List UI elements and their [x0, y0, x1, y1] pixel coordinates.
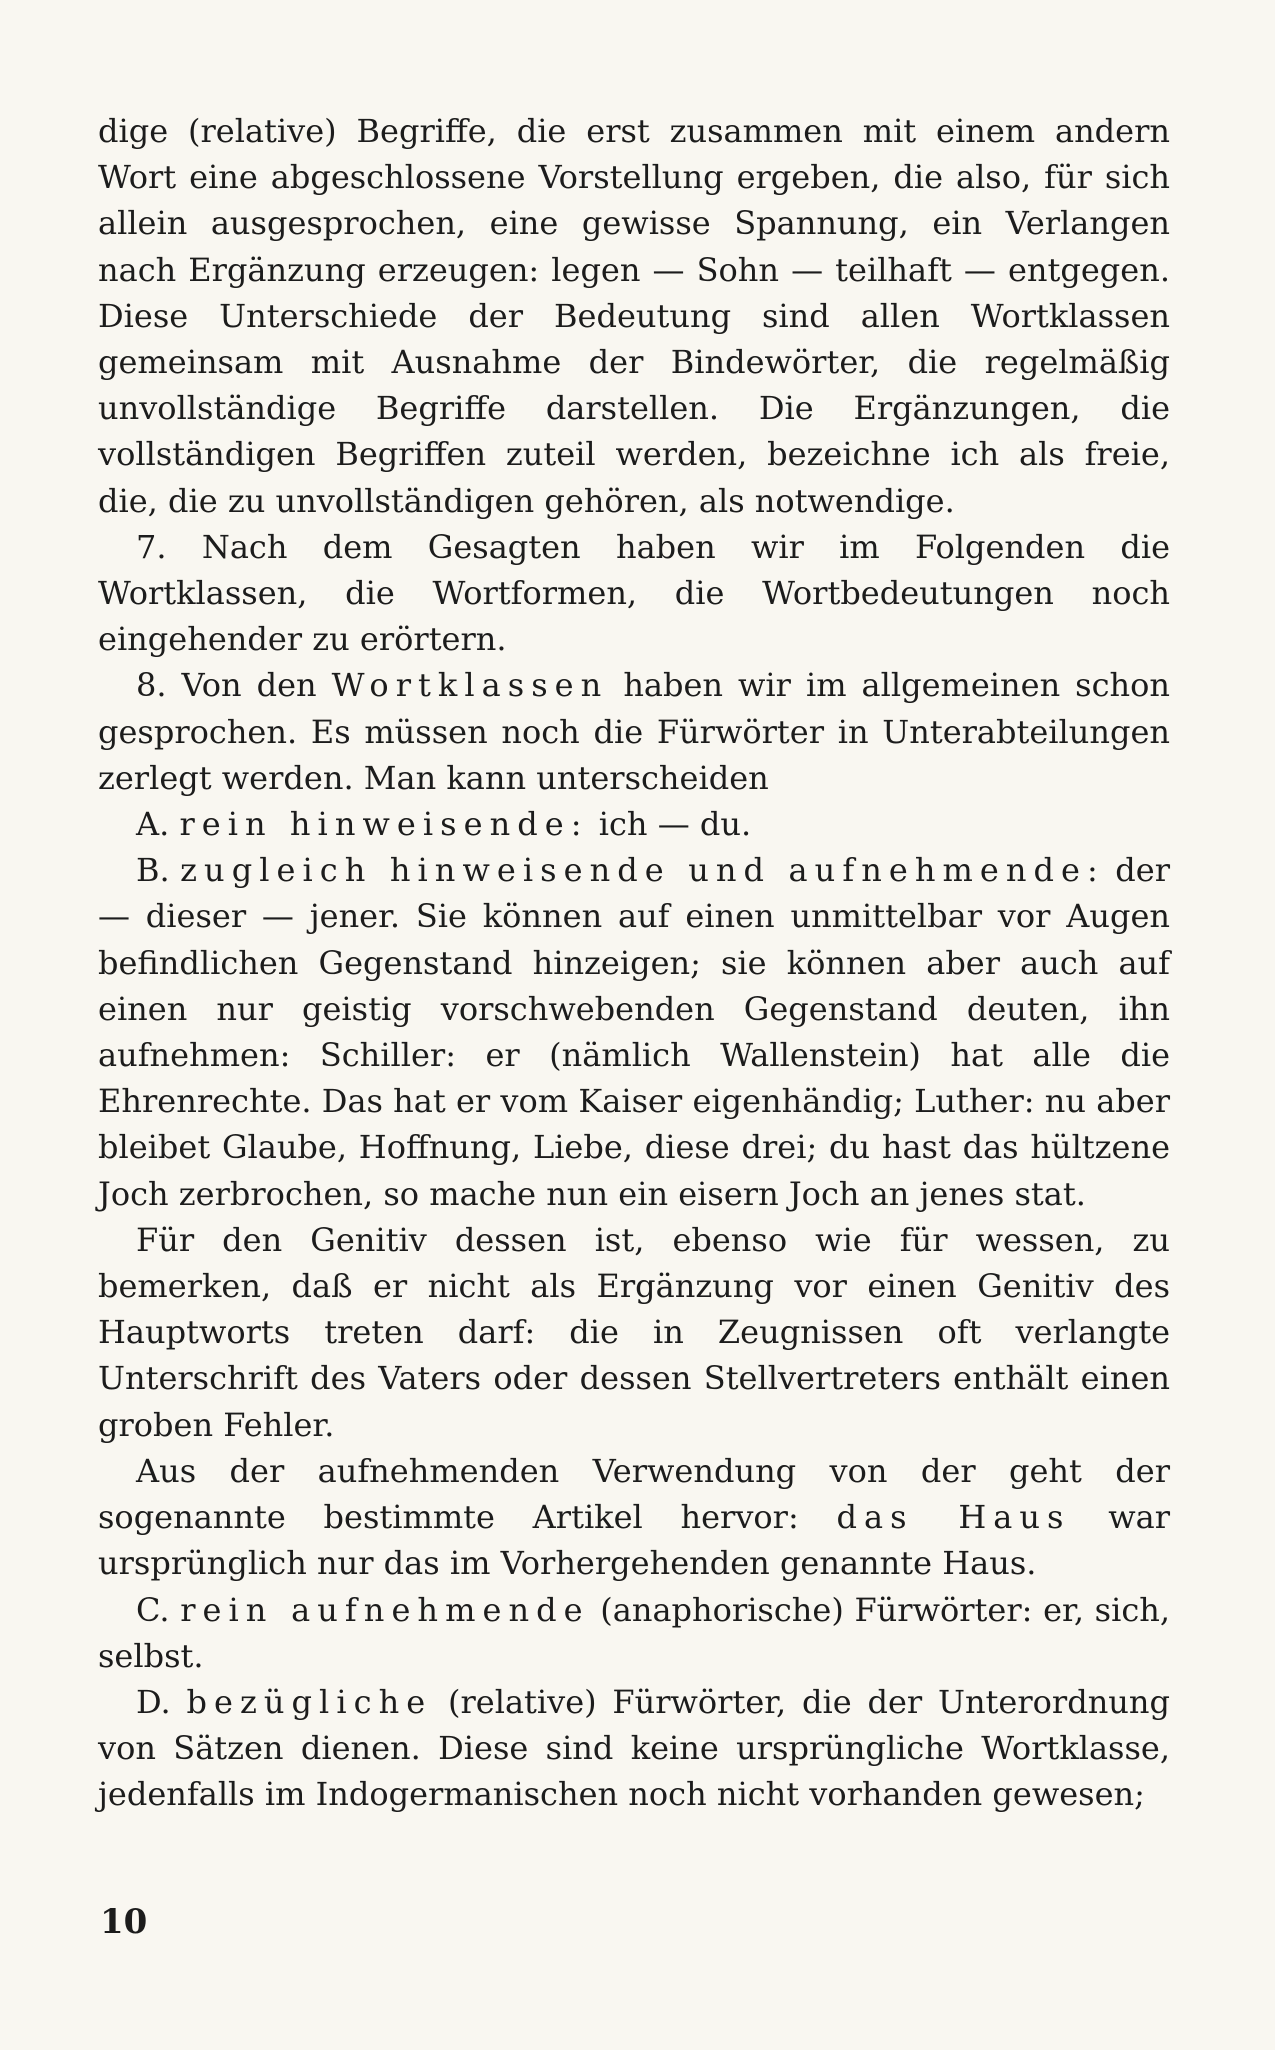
paragraph: [98, 662, 1170, 801]
spaced-emphasis: bezügliche: [186, 1682, 433, 1721]
spaced-emphasis: rein hinweisende:: [179, 805, 589, 844]
text-run: A.: [136, 805, 180, 844]
paragraph: [98, 847, 1170, 1217]
spaced-emphasis: rein aufnehmende: [180, 1590, 590, 1629]
body-text: [98, 108, 1170, 1818]
text-run: der — dieser — jener. Sie können auf einen unmittelbar vor Augen befindlichen Gegenstand hinzeigen; sie können aber auch auf einen nur geistig vorschwebenden Gegenstand deuten, ihn aufnehmen: Schiller: er (nämlich Wallenstein) hat alle die Ehrenrechte. Das hat er vom Kaiser eigenhändig; Luther: nu aber bleibet Glaube, Hoffnung, Liebe, diese drei; du hast das hültzene Joch zerbrochen, so mache nun ein eisern Joch an jenes stat.: [98, 851, 1171, 1213]
text-run: D.: [136, 1682, 187, 1721]
text-run: Für den Genitiv dessen ist, ebenso wie für wessen, zu bemerken, daß er nicht als Ergänzung vor einen Genitiv des Hauptworts treten darf: die in Zeugnissen oft verlangte Unterschrift des Vaters oder dessen Stellvertreters enthält einen groben Fehler.: [98, 1220, 1170, 1444]
text-run: 8. Von den: [136, 666, 332, 705]
text-run: haben wir im allgemeinen schon gesprochen. Es müssen noch die Fürwörter in Unterabteilungen zerlegt werden. Man kann unterscheiden: [98, 666, 1171, 797]
paragraph: [98, 524, 1170, 663]
paragraph: [98, 801, 1170, 847]
paragraph: [98, 1679, 1170, 1818]
spaced-emphasis: das Haus: [836, 1498, 1071, 1537]
text-run: 7. Nach dem Gesagten haben wir im Folgenden die Wortklassen, die Wortformen, die Wortbedeutungen noch eingehender zu erörtern.: [98, 527, 1170, 659]
spaced-emphasis: Wortklassen: [331, 666, 609, 705]
text-run: B.: [136, 851, 181, 890]
text-run: (relative) Fürwörter, die der Unterordnung von Sätzen dienen. Diese sind keine ursprüngliche Wortklasse, jedenfalls im Indogermanischen noch nicht vorhanden gewesen;: [98, 1682, 1171, 1814]
text-run: C.: [136, 1590, 181, 1629]
paragraph: [98, 1217, 1170, 1448]
paragraph: [98, 1587, 1170, 1679]
text-run: war ursprünglich nur das im Vorhergehenden genannte Haus.: [98, 1498, 1171, 1583]
text-run: Aus der aufnehmenden Verwendung von der geht der sogenannte bestimmte Artikel hervor:: [98, 1451, 1170, 1537]
page-number: 10: [100, 1902, 148, 1942]
paragraph: [98, 1448, 1170, 1587]
spaced-emphasis: zugleich hinweisende und aufnehmende:: [180, 851, 1105, 890]
text-run: dige (relative) Begriffe, die erst zusammen mit einem andern Wort eine abgeschlossene Vorstellung ergeben, die also, für sich allein ausgesprochen, eine gewisse Spannung, ein Verlangen nach Ergänzung erzeugen: legen — Sohn — teilhaft — entgegen. Diese Unterschiede der Bedeutung sind allen Wortklassen gemeinsam mit Ausnahme der Bindewörter, die regelmäßig unvollständige Begriffe darstellen. Die Ergänzungen, die vollständigen Begriffen zuteil werden, bezeichne ich als freie, die, die zu unvollständigen gehören, als notwendige.: [98, 112, 1170, 520]
paragraph: [98, 108, 1170, 524]
text-run: ich — du.: [588, 805, 752, 844]
text-run: (anaphorische) Fürwörter: er, sich, selbst.: [98, 1590, 1171, 1675]
